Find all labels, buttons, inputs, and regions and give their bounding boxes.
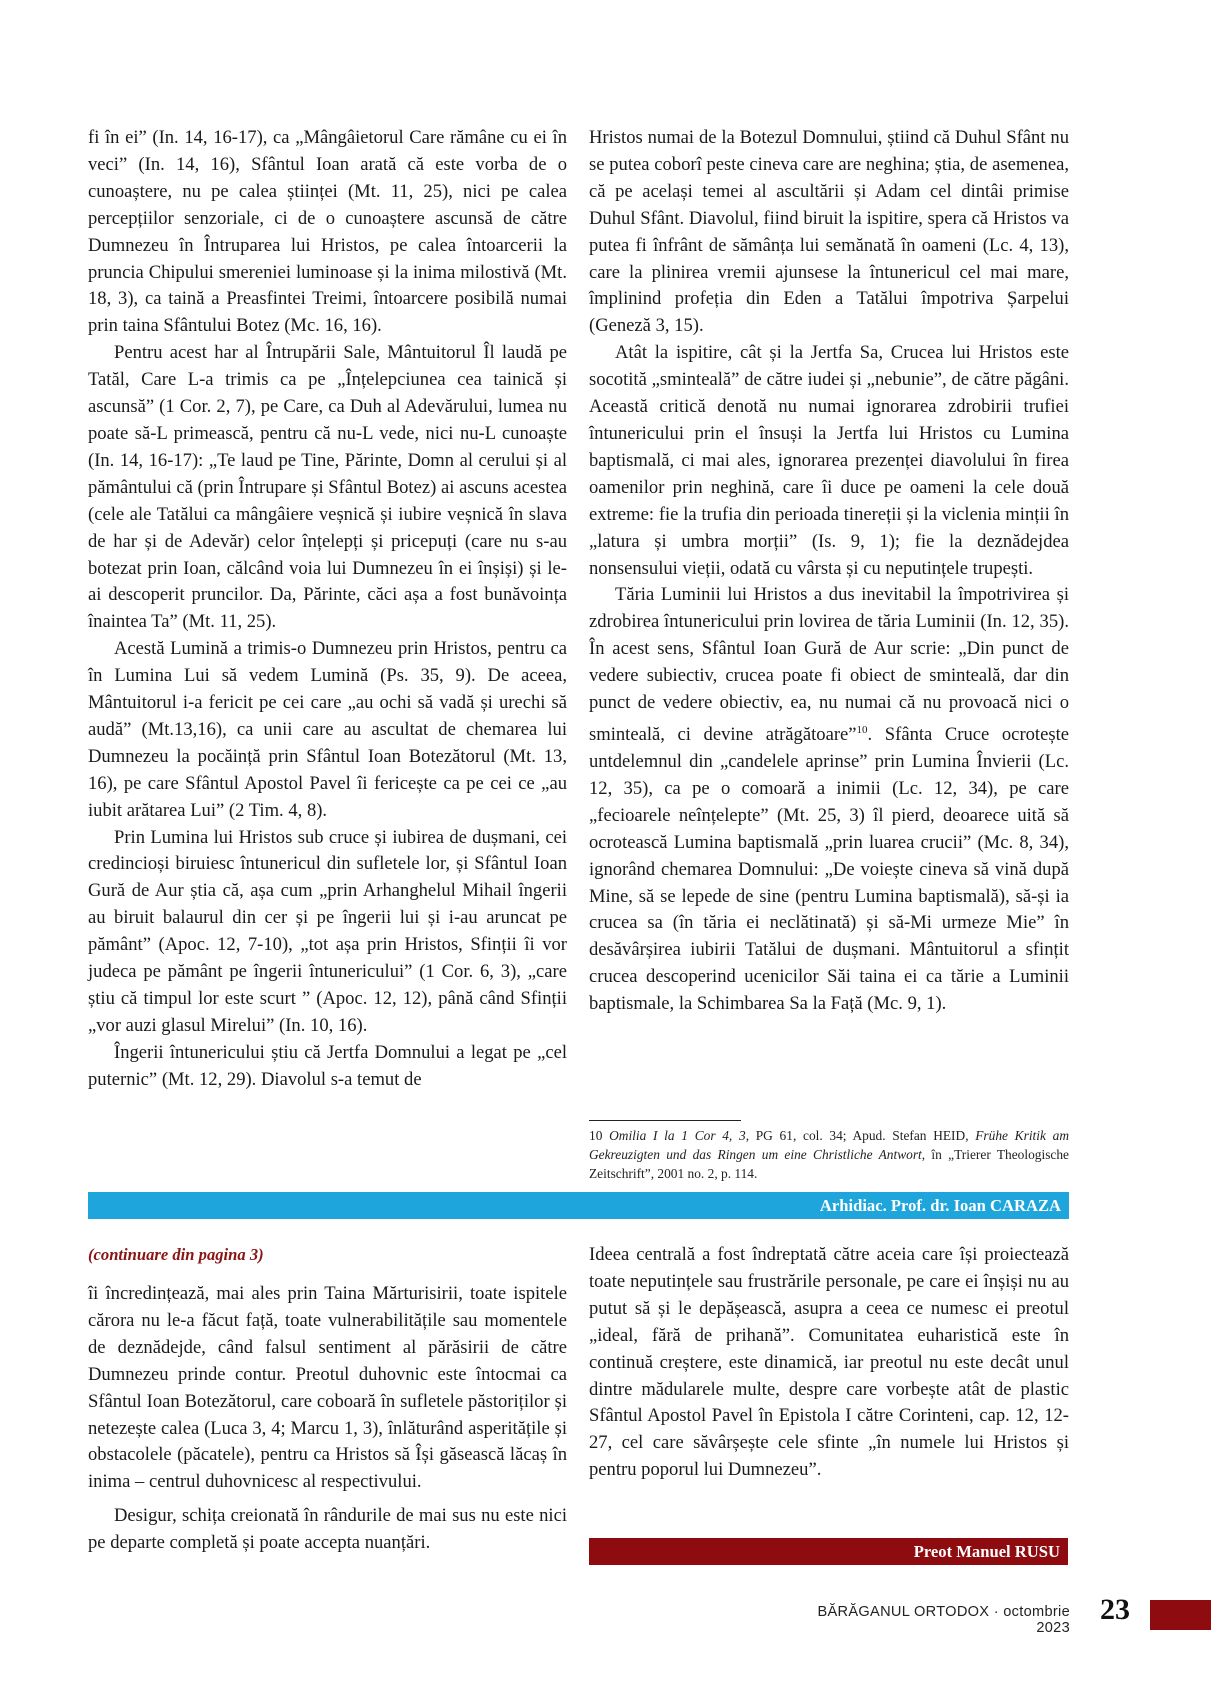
paragraph: Atât la ispitire, cât și la Jertfa Sa, Crucea lui Hristos este socotită „sminteală” de către iudei și „nebunie”, de către păgâni. Această critică denotă nu numai ignorarea zdrobirii trufiei întunericului prin el însuși la Jertfa lui Hristos cu Lumina baptismală, ci mai ales, ignorarea prezenței diavolului în firea oamenilor prin neghină, care îi duce pe oameni la cele două extreme: fie la trufia din perioada tinereții și la viclenia minții în „latura și umbra morții” (Is. 9, 1); fie la deznădejdea nonsensului vieții, odată cu vârsta și cu neputințele trupești. [589,342,1069,579]
page-number: 23 [1100,1593,1130,1626]
author-bar: Arhidiac. Prof. dr. Ioan CARAZA [88,1192,1069,1219]
paragraph-text: . Sfânta Cruce ocrotește untdelemnul din „candelele aprinse” prin Lumina Învierii (Lc. 12, 35), ca pe o comoară a inimii (Lc. 12, 34), pe care „fecioarele neînțelepte” (Mt. 25, 3) îl pierd, deoarece uită să ocrotească Lumina baptismală „prin luarea crucii” (Mc. 8, 34), ignorând chemarea Domnului: „De voiește cineva să vină după Mine, să se lepede de sine (pentru Lumina baptismală), să-și ia crucea sa (în tăria ei neclătinată) și să-Mi urmeze Mie” în desăvârșirea iubirii Tatălui de dușmani. Mântuitorul a sfințit crucea descoperind ucenicilor Săi taina ei ca tărie a Luminii baptismale, la Schimbarea Sa la Față (Mc. 9, 1). [589,724,1070,1015]
article-column-top-right [589,125,1069,1018]
article-column-top-left [88,125,567,1094]
footnote-divider [589,1120,741,1121]
paragraph: fi în ei” (In. 14, 16-17), ca „Mângâietorul Care rămâne cu ei în veci” (In. 14, 16), Sfântul Ioan arată că este vorba de o cunoaștere, nu pe calea științei (Mt. 11, 25), nici pe calea percepțiilor senzoriale, ci de o cunoaștere ascunsă de către Dumnezeu în Întruparea lui Hristos, pe calea întoarcerii la pruncia Chipului smereniei luminoase și la inima milostivă (Mt. 18, 3), ca taină a Preasfintei Treimi, întoarcere posibilă numai prin taina Sfântului Botez (Mc. 16, 16). [88,127,567,337]
paragraph [589,582,1069,1018]
footnote-reference: 10 [856,723,868,736]
paragraph: Prin Lumina lui Hristos sub cruce și iubirea de dușmani, cei credincioși biruiesc întunericul din sufletele lor, și Sfântul Ioan Gură de Aur știa că, așa cum „prin Arhanghelul Mihail îngerii au biruit balaurul din cer și pe îngerii lui și i-au aruncat pe pământ” (Apoc. 12, 7-10), „tot așa prin Hristos, Sfinții îi vor judeca pe pământ pe îngerii întunericului” (1 Cor. 6, 3), „care știu că timpul lor este scurt ” (Apoc. 12, 12), până când Sfinții „vor auzi glasul Mirelui” (In. 10, 16). [88,826,567,1036]
footnote-work: Frühe Kritik am Gekreuzigten und das Ringen um eine Christliche Antwort [589,1128,1069,1162]
footnote [589,1126,1069,1183]
paragraph: Ideea centrală a fost îndreptată către aceia care își proiectează toate neputințele sau frustrările personale, pe care ei înșiși nu au putut să și le depășească, asupra a ceea ce numesc ei preotul „ideal, fără de prihană”. Comunitatea euharistică este în continuă creștere, este dinamică, iar preotul nu este decât unul dintre mădularele multe, despre care vorbește atât de plastic Sfântul Apostol Pavel în Epistola I către Corinteni, cap. 12, 12-27, cel care săvârșește cele sfinte „în numele lui Hristos și pentru poporul lui Dumnezeu”. [589,1244,1069,1481]
publication-footer: BĂRĂGANUL ORTODOX · octombrie 2023 [817,1604,1070,1636]
paragraph: Acestă Lumină a trimis-o Dumnezeu prin Hristos, pentru ca în Lumina Lui să vedem Lumină (Ps. 35, 9). De aceea, Mântuitorul i-a fericit pe cei care „au ochi să vadă și urechi să audă” (Mt.13,16), ca unii care au ascultat de chemarea lui Dumnezeu la pocăință prin Sfântul Ioan Botezătorul (Mt. 13, 16), pe care Sfântul Apostol Pavel îi fericește ca pe cei ce „au iubit arătarea Lui” (2 Tim. 4, 8). [88,638,567,821]
paragraph: Pentru acest har al Întrupării Sale, Mântuitorul Îl laudă pe Tatăl, Care L-a trimis ca pe „Înțelepciunea cea tainică și ascunsă” (1 Cor. 2, 7), pe Care, ca Duh al Adevărului, lumea nu poate să-L primească, pentru că nu-L vede, nici nu-L cunoaște (In. 14, 16-17): „Te laud pe Tine, Părinte, Domn al cerului și al pământului că (prin Întrupare și Sfântul Botez) ai ascuns acestea (cele ale Tatălui ca mângâiere veșnică și iubire veșnică în slava de har și de Adevăr) celor înțelepți și pricepuți (care nu s-au botezat prin Ioan, călcând voia lui Dumnezeu în ei înșiși) și le-ai descoperit pruncilor. Da, Părinte, căci așa a fost bunăvoința înaintea Ta” (Mt. 11, 25). [88,342,567,633]
continued-label: (continuare din pagina 3) [88,1245,264,1264]
paragraph: îi încredințează, mai ales prin Taina Mărturisirii, toate ispitele cărora nu le-a făcut față, toate vulnerabilitățile sau momentele de deznădejde, când falsul sentiment al părăsirii de către Dumnezeu prinde contur. Preotul duhovnic este întocmai ca Sfântul Ioan Botezătorul, care coboară în sufletele păstoriților și netezește calea (Luca 3, 4; Marcu 1, 3), înlăturând asperitățile și obstacolele (păcatele), pentru ca Hristos să Își găsească lăcaș în inima – centrul duhovnicesc al respectivului. [88,1283,567,1493]
paragraph: Desigur, schița creionată în rândurile de mai sus nu este nici pe departe completă și poate accepta nuanțări. [88,1505,567,1554]
footnote-number: 10 [589,1128,603,1143]
footnote-text: , PG 61, col. 34; Apud. Stefan HEID, [745,1128,976,1143]
paragraph: Îngerii întunericului știu că Jertfa Domnului a legat pe „cel puternic” (Mt. 12, 29). Diavolul s-a temut de [88,1041,567,1090]
footnote-title: Omilia I la 1 Cor 4, 3 [609,1128,746,1143]
paragraph: Hristos numai de la Botezul Domnului, știind că Duhul Sfânt nu se putea coborî peste cineva care are neghina; știa, de asemenea, că pe același temei al ascultării și Adam cel dintâi primise Duhul Sfânt. Diavolul, fiind biruit la ispitire, spera că Hristos va putea fi înfrânt de sămânța lui semănată în oameni (Lc. 4, 13), care la plinirea vremii ajunsese la întunericul cel mai mare, împlinind profeția din Eden a Tatălui împotriva Șarpelui (Geneză 3, 15). [589,127,1069,337]
corner-block [1150,1600,1211,1630]
footnote-text: , în „Trierer Theologische Zeitschrift”, 2001 no. 2, p. 114. [589,1147,1069,1181]
paragraph-text: Tăria Luminii lui Hristos a dus inevitabil la împotrivirea și zdrobirea întunericului prin lovirea de tăria Luminii (In. 12, 35). În acest sens, Sfântul Ioan Gură de Aur scrie: „Din punct de vedere subiectiv, crucea poate fi obiect de sminteală, dar din punct de vedere obiectiv, ea, nu numai că nu provoacă nici o sminteală, ci devine atrăgătoare” [589,584,1069,746]
article-column-bottom-right [589,1242,1069,1484]
article-column-bottom-left [88,1281,567,1557]
author-bar: Preot Manuel RUSU [589,1538,1068,1565]
